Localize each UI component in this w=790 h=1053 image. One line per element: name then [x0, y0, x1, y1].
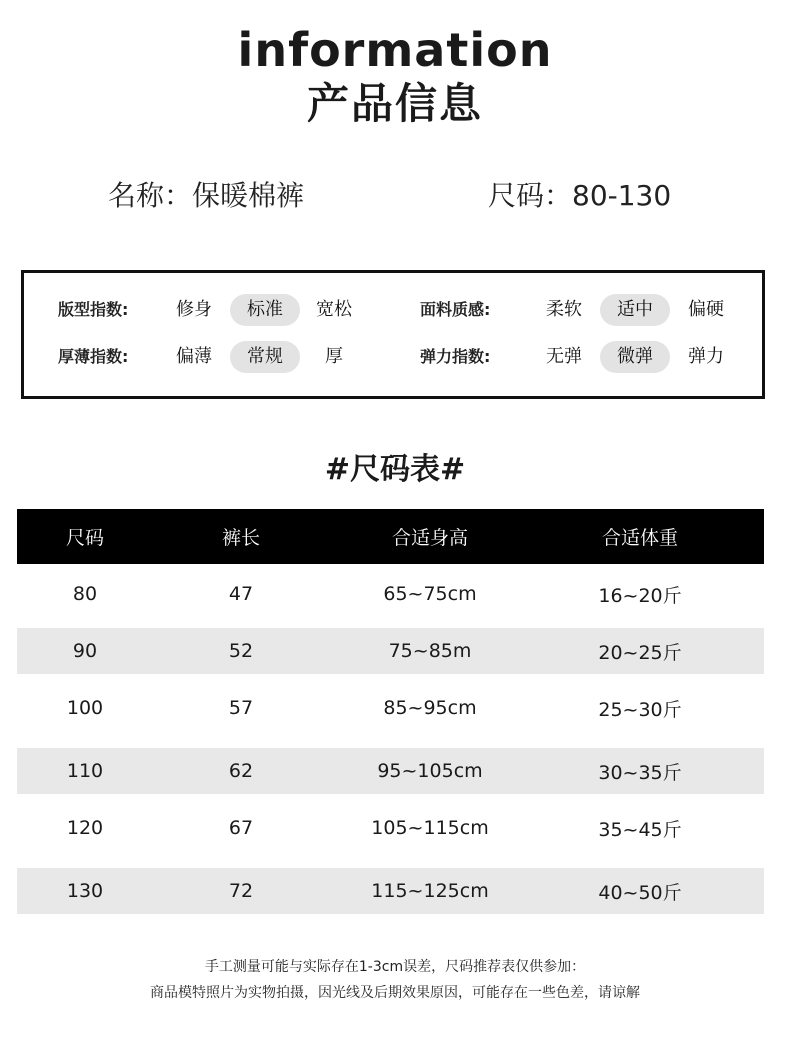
attribute-label-fit: 版型指数: [58, 300, 129, 319]
cell-size: 120 [66, 817, 104, 839]
cell-size: 80 [72, 583, 98, 605]
attribute-row [24, 290, 762, 330]
thickness-option-regular-selected: 常规 [230, 341, 300, 373]
size-table [17, 509, 764, 914]
title-chinese: 产品信息 [306, 79, 483, 128]
cell-height: 105~115cm [371, 817, 489, 839]
cell-length: 57 [228, 697, 254, 719]
attribute-label-thickness: 厚薄指数: [58, 347, 129, 366]
table-row [17, 868, 764, 914]
thickness-option-thin: 偏薄 [176, 346, 212, 367]
table-row [17, 564, 764, 624]
table-row [17, 678, 764, 738]
elasticity-option-slight-selected: 微弹 [600, 341, 670, 373]
cell-height: 115~125cm [371, 880, 489, 902]
fabric-option-medium-selected: 适中 [600, 294, 670, 326]
title-english: information [237, 23, 553, 77]
header-length: 裤长 [221, 527, 260, 549]
cell-weight: 25~30斤 [598, 698, 682, 721]
cell-weight: 40~50斤 [598, 881, 682, 904]
cell-height: 85~95cm [383, 697, 477, 719]
measurement-disclaimer: 手工测量可能与实际存在1-3cm误差，尺码推荐表仅供参加： [204, 959, 586, 975]
attribute-label-elasticity: 弹力指数: [420, 347, 491, 366]
fit-option-loose: 宽松 [316, 299, 352, 320]
cell-size: 110 [66, 760, 104, 782]
table-row [17, 798, 764, 858]
cell-size: 90 [72, 640, 98, 662]
header-size: 尺码 [65, 527, 104, 549]
size-table-title: #尺码表# [324, 452, 466, 487]
fabric-option-soft: 柔软 [546, 299, 582, 320]
thickness-option-thick: 厚 [325, 346, 343, 367]
color-disclaimer: 商品模特照片为实物拍摄，因光线及后期效果原因，可能存在一些色差，请谅解 [150, 985, 640, 1001]
cell-height: 75~85m [388, 640, 472, 662]
table-row [17, 748, 764, 794]
elasticity-option-stretch: 弹力 [688, 346, 724, 367]
fit-option-slim: 修身 [176, 299, 212, 320]
cell-weight: 35~45斤 [598, 818, 682, 841]
cell-weight: 20~25斤 [598, 641, 682, 664]
product-size-range: 尺码：80-130 [488, 179, 672, 212]
elasticity-option-none: 无弹 [546, 346, 582, 367]
header-weight: 合适体重 [601, 527, 678, 549]
attribute-label-fabric: 面料质感: [420, 300, 491, 319]
cell-height: 65~75cm [383, 583, 477, 605]
cell-length: 52 [228, 640, 254, 662]
cell-weight: 16~20斤 [598, 584, 682, 607]
fabric-option-stiff: 偏硬 [688, 299, 724, 320]
size-table-header [17, 509, 764, 564]
product-name: 名称：保暖棉裤 [108, 179, 305, 212]
cell-size: 130 [66, 880, 104, 902]
cell-size: 100 [66, 697, 104, 719]
cell-length: 72 [228, 880, 254, 902]
attribute-panel [21, 270, 765, 399]
attribute-row [24, 337, 762, 377]
cell-length: 67 [228, 817, 254, 839]
cell-length: 62 [228, 760, 254, 782]
cell-height: 95~105cm [377, 760, 483, 782]
header-height: 合适身高 [391, 527, 468, 549]
fit-option-standard-selected: 标准 [230, 294, 300, 326]
cell-weight: 30~35斤 [598, 761, 682, 784]
cell-length: 47 [228, 583, 254, 605]
table-row [17, 628, 764, 674]
